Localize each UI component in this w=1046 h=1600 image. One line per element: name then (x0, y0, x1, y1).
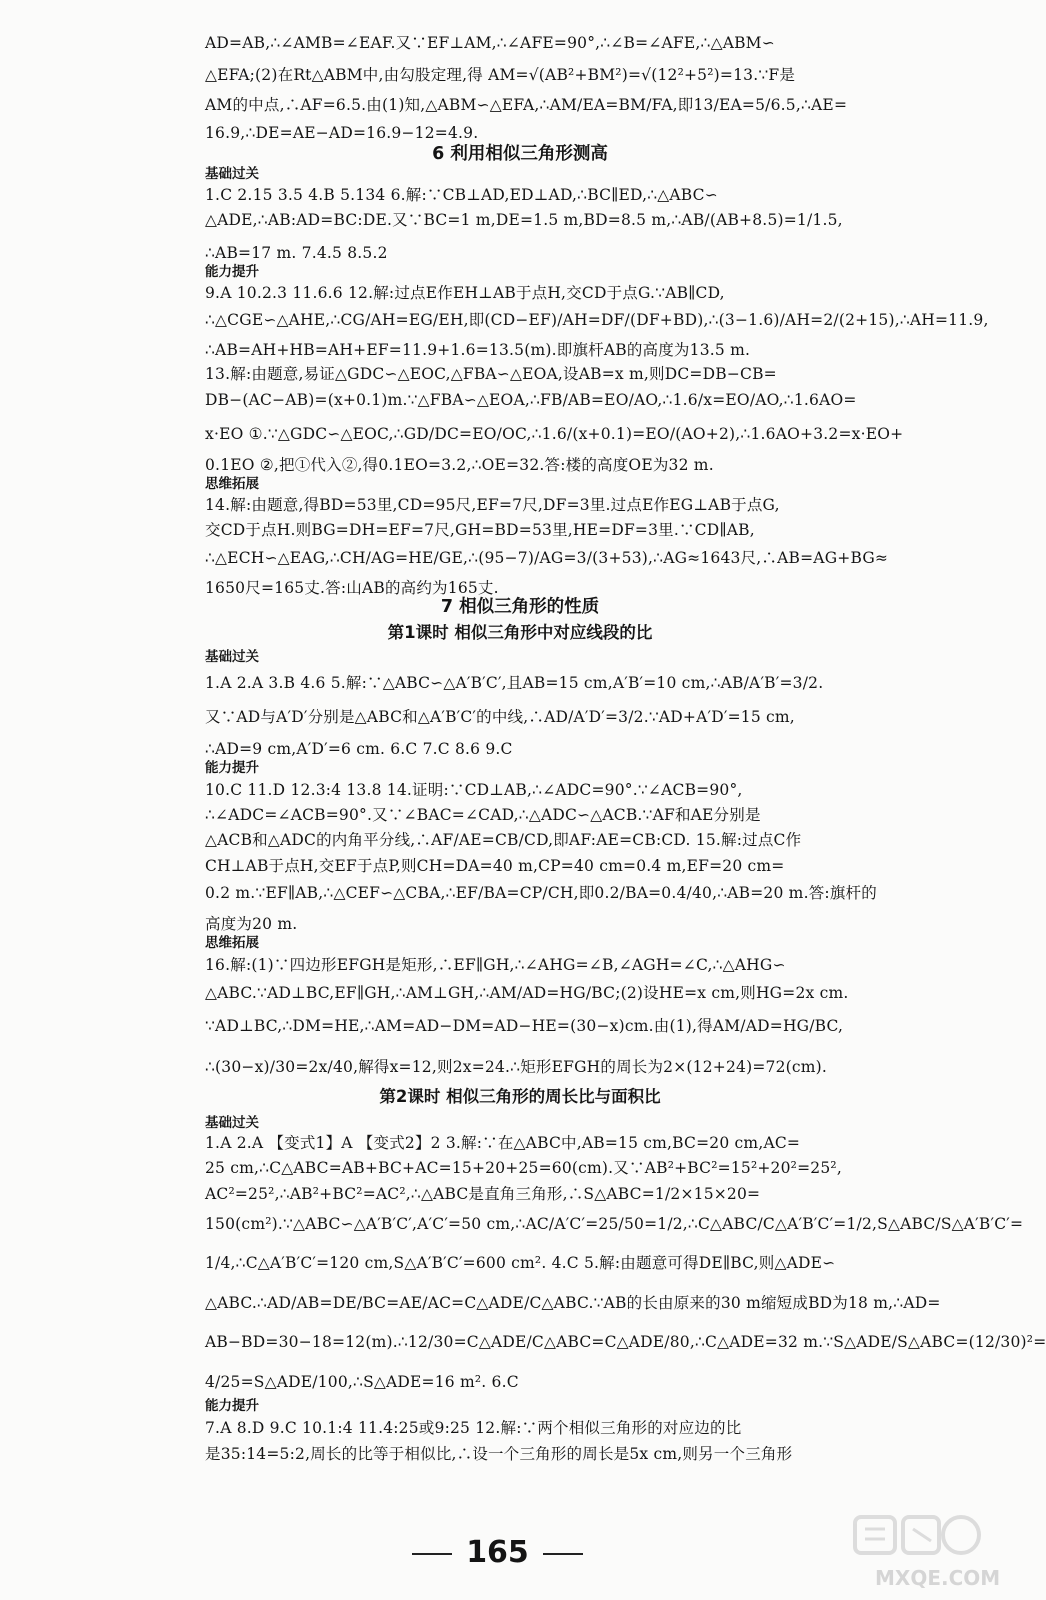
text-line: x·EO ①.∵△GDC∽△EOC,∴GD/DC=EO/OC,∴1.6/(x+0.1)=EO/(AO+2),∴1.6AO+3.2=x·EO+ (205, 425, 904, 443)
text-line: 13.解:由题意,易证△GDC∽△EOC,△FBA∽△EOA,设AB=x m,则DC=DB−CB= (205, 365, 777, 383)
text-line: ∵AD⊥BC,∴DM=HE,∴AM=AD−DM=AD−HE=(30−x)cm.由(1),得AM/AD=HG/BC, (205, 1017, 844, 1035)
text-line: ∴△ECH∽△EAG,∴CH/AG=HE/GE,∴(95−7)/AG=3/(3+53),∴AG≈1643尺,∴AB=AG+BG≈ (205, 549, 889, 567)
text-line: 1.C 2.15 3.5 4.B 5.134 6.解:∵CB⊥AD,ED⊥AD,∴BC∥ED,∴△ABC∽ (205, 186, 718, 204)
text-line: △ABC.∴AD/AB=DE/BC=AE/AC=C△ADE/C△ABC.∵AB的长由原来的30 m缩短成BD为18 m,∴AD= (205, 1294, 941, 1312)
text-line: 10.C 11.D 12.3:4 13.8 14.证明:∵CD⊥AB,∴∠ADC=90°.∵∠ACB=90°, (205, 781, 743, 799)
text-line: ∴AB=AH+HB=AH+EF=11.9+1.6=13.5(m).即旗杆AB的高度为13.5 m. (205, 341, 751, 359)
text-line: ∴(30−x)/30=2x/40,解得x=12,则2x=24.∴矩形EFGH的周长为2×(12+24)=72(cm). (205, 1058, 828, 1076)
dash-left (412, 1553, 452, 1555)
text-line: ∴AB=17 m. 7.4.5 8.5.2 (205, 244, 388, 262)
section-heading: 思维拓展 (205, 935, 259, 951)
text-line: 16.9,∴DE=AE−AD=16.9−12=4.9. (205, 124, 479, 142)
text-line: △ABC.∵AD⊥BC,EF∥GH,∴AM⊥GH,∴AM/AD=HG/BC;(2)设HE=x cm,则HG=2x cm. (205, 984, 849, 1002)
text-line: 1/4,∴C△A′B′C′=120 cm,S△A′B′C′=600 cm². 4.C 5.解:由题意可得DE∥BC,则△ADE∽ (205, 1254, 836, 1272)
section-title: 6 利用相似三角形测高 (432, 144, 608, 164)
dash-right (543, 1553, 583, 1555)
section-heading: 基础过关 (205, 166, 259, 182)
text-line: 交CD于点H.则BG=DH=EF=7尺,GH=BD=53里,HE=DF=3里.∵CD∥AB, (205, 521, 755, 539)
text-line: 0.1EO ②,把①代入②,得0.1EO=3.2,∴OE=32.答:楼的高度OE为32 m. (205, 456, 714, 474)
text-line: AB−BD=30−18=12(m).∴12/30=C△ADE/C△ABC=C△ADE/80,∴C△ADE=32 m.∵S△ADE/S△ABC=(12/30)²= (205, 1333, 1046, 1351)
text-line: 是35:14=5:2,周长的比等于相似比,∴设一个三角形的周长是5x cm,则另一个三角形 (205, 1445, 793, 1463)
text-line: 又∵AD与A′D′分别是△ABC和△A′B′C′的中线,∴AD/A′D′=3/2.∵AD+A′D′=15 cm, (205, 708, 795, 726)
text-line: 16.解:(1)∵四边形EFGH是矩形,∴EF∥GH,∴∠AHG=∠B,∠AGH=∠C,∴△AHG∽ (205, 956, 786, 974)
text-line: 150(cm²).∵△ABC∽△A′B′C′,A′C′=50 cm,∴AC/A′C′=25/50=1/2,∴C△ABC/C△A′B′C′=1/2,S△ABC/S△A′B′C′= (205, 1215, 1024, 1233)
text-line: 4/25=S△ADE/100,∴S△ADE=16 m². 6.C (205, 1373, 519, 1391)
section-heading: 能力提升 (205, 264, 259, 280)
section-heading: 思维拓展 (205, 476, 259, 492)
text-line: 1650尺=165丈.答:山AB的高约为165丈. (205, 579, 499, 597)
text-line: △EFA;(2)在Rt△ABM中,由勾股定理,得 AM=√(AB²+BM²)=√(12²+5²)=13.∵F是 (205, 66, 796, 84)
page-number-text: 165 (466, 1535, 529, 1570)
text-line: ∴△CGE∽△AHE,∴CG/AH=EG/EH,即(CD−EF)/AH=DF/(DF+BD),∴(3−1.6)/AH=2/(2+15),∴AH=11.9, (205, 311, 989, 329)
text-line: 1.A 2.A 3.B 4.6 5.解:∵△ABC∽△A′B′C′,且AB=15 cm,A′B′=10 cm,∴AB/A′B′=3/2. (205, 674, 824, 692)
text-line: 高度为20 m. (205, 915, 298, 933)
text-line: AD=AB,∴∠AMB=∠EAF.又∵EF⊥AM,∴∠AFE=90°,∴∠B=∠AFE,∴△ABM∽ (205, 34, 775, 52)
section-heading: 基础过关 (205, 1115, 259, 1131)
lesson-title: 第1课时 相似三角形中对应线段的比 (387, 623, 653, 642)
text-line: 0.2 m.∵EF∥AB,∴△CEF∽△CBA,∴EF/BA=CP/CH,即0.2/BA=0.4/40,∴AB=20 m.答:旗杆的 (205, 884, 877, 902)
section-heading: 能力提升 (205, 1398, 259, 1414)
text-line: 1.A 2.A 【变式1】A 【变式2】2 3.解:∵在△ABC中,AB=15 cm,BC=20 cm,AC= (205, 1134, 801, 1152)
text-line: AM的中点,∴AF=6.5.由(1)知,△ABM∽△EFA,∴AM/EA=BM/FA,即13/EA=5/6.5,∴AE= (205, 96, 848, 114)
site-watermark-logo (815, 1505, 1001, 1595)
text-line: DB−(AC−AB)=(x+0.1)m.∵△FBA∽△EOA,∴FB/AB=EO/AO,∴1.6/x=EO/AO,∴1.6AO= (205, 391, 857, 409)
text-line: △ACB和△ADC的内角平分线,∴AF/AE=CB/CD,即AF:AE=CB:CD. 15.解:过点C作 (205, 831, 802, 849)
text-line: 7.A 8.D 9.C 10.1:4 11.4:25或9:25 12.解:∵两个相似三角形的对应边的比 (205, 1419, 742, 1437)
text-line: 14.解:由题意,得BD=53里,CD=95尺,EF=7尺,DF=3里.过点E作EG⊥AB于点G, (205, 496, 780, 514)
text-line: CH⊥AB于点H,交EF于点P,则CH=DA=40 m,CP=40 cm=0.4 m,EF=20 cm= (205, 857, 785, 875)
text-line: △ADE,∴AB:AD=BC:DE.又∵BC=1 m,DE=1.5 m,BD=8.5 m,∴AB/(AB+8.5)=1/1.5, (205, 211, 843, 229)
text-line: AC²=25²,∴AB²+BC²=AC²,∴△ABC是直角三角形,∴S△ABC=1/2×15×20= (205, 1185, 761, 1203)
section-title: 7 相似三角形的性质 (440, 597, 600, 617)
watermark-site-text: MXQE.COM (875, 1566, 1001, 1590)
text-line: 9.A 10.2.3 11.6.6 12.解:过点E作EH⊥AB于点H,交CD于点G.∵AB∥CD, (205, 284, 725, 302)
section-heading: 能力提升 (205, 760, 259, 776)
lesson-title: 第2课时 相似三角形的周长比与面积比 (379, 1087, 661, 1106)
text-line: 25 cm,∴C△ABC=AB+BC+AC=15+20+25=60(cm).又∵AB²+BC²=15²+20²=25², (205, 1159, 842, 1177)
text-line: ∴∠ADC=∠ACB=90°.又∵∠BAC=∠CAD,∴△ADC∽△ACB.∵AF和AE分别是 (205, 806, 761, 824)
section-heading: 基础过关 (205, 649, 259, 665)
text-line: ∴AD=9 cm,A′D′=6 cm. 6.C 7.C 8.6 9.C (205, 740, 513, 758)
